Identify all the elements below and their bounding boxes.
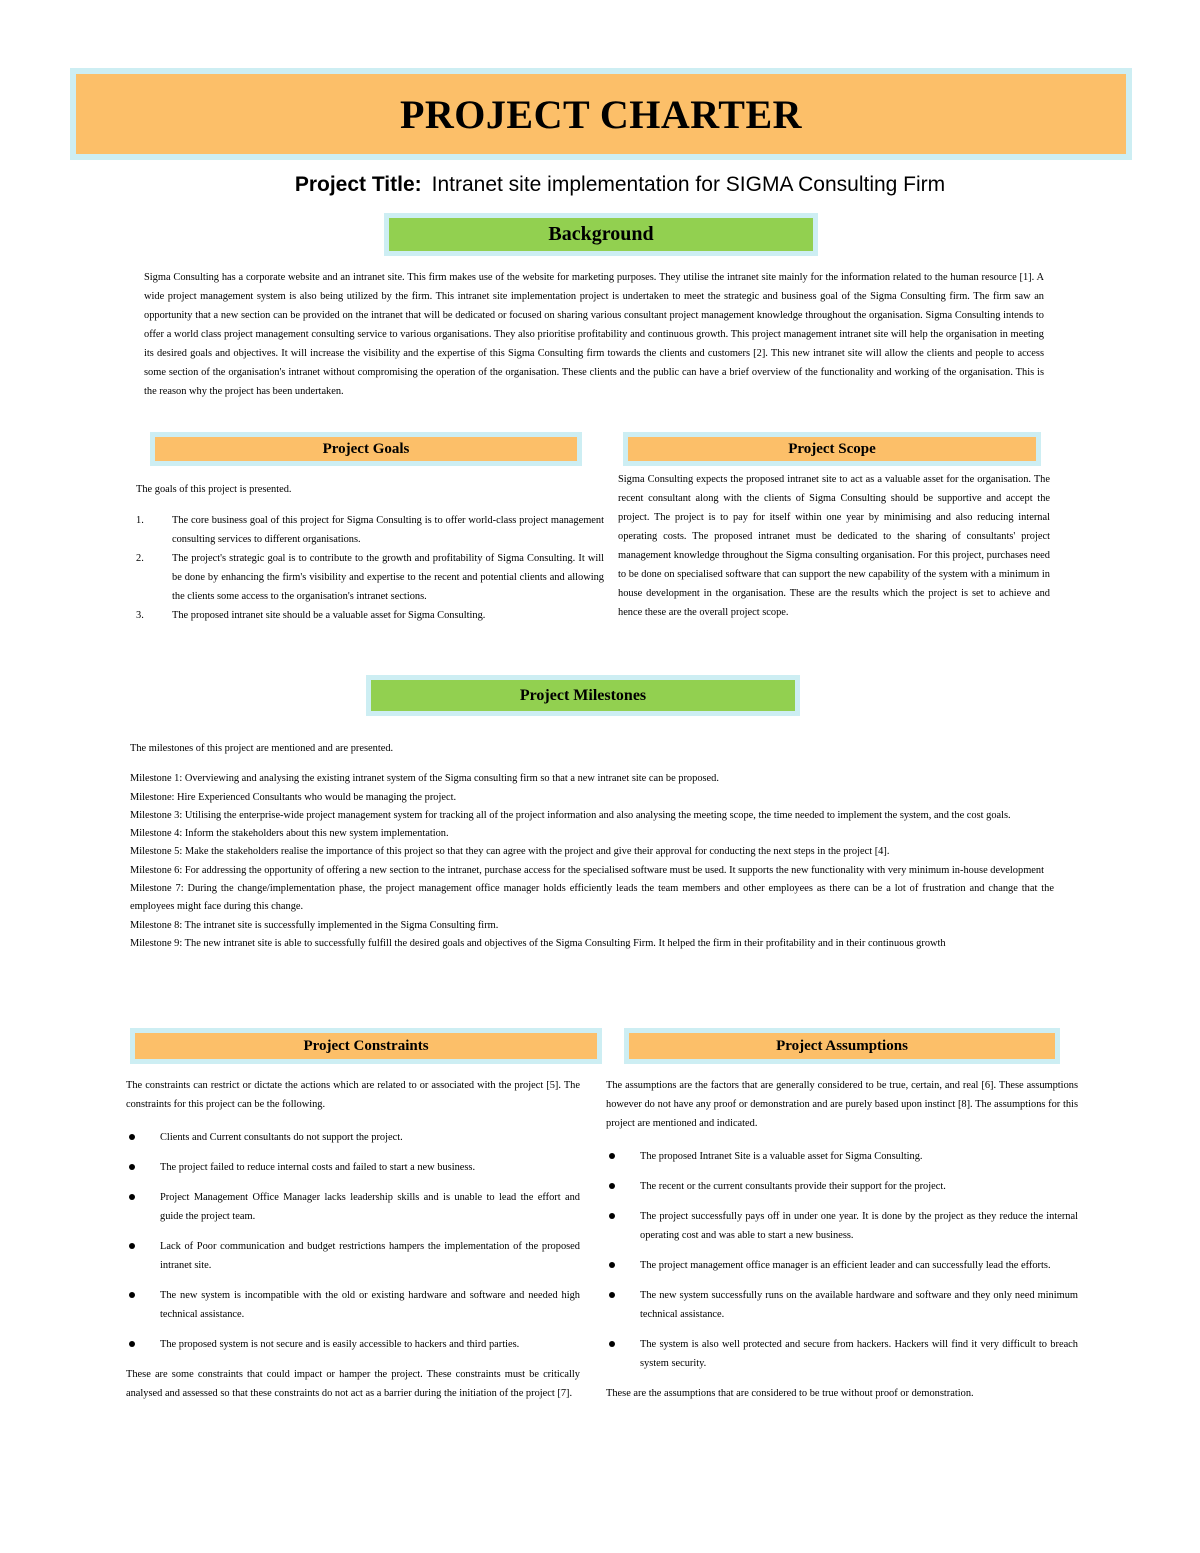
scope-section [618,470,1050,622]
goal-text: The core business goal of this project for Sigma Consulting is to offer world-class project management consulting services to different organisations. [172,515,604,545]
assumptions-list [606,1147,1078,1373]
milestone-item: Milestone 9: The new intranet site is able to successfully fulfill the desired goals and objectives of the Sigma Consulting Firm. It helped the firm in their profitability and in their continuous growth [130,937,946,949]
assumptions-intro: The assumptions are the factors that are generally considered to be true, certain, and real [6]. These assumptions however do not have any proof or demonstration and are purely based upon instinct [8]. The assumptions for this project are mentioned and indicated. [606,1080,1078,1129]
assumption-item: The project management office manager is an efficient leader and can successfully lead the efforts. [606,1256,1078,1275]
project-title-line [0,173,1200,197]
goals-heading: Project Goals [322,440,410,457]
goals-intro: The goals of this project is presented. [136,484,292,495]
constraint-item: Clients and Current consultants do not support the project. [126,1128,580,1147]
goal-number: 1. [136,515,144,526]
milestone-item: Milestone 8: The intranet site is successfully implemented in the Sigma Consulting firm. [130,919,499,931]
goal-item [136,549,604,606]
constraint-item: The proposed system is not secure and is easily accessible to hackers and third parties. [126,1335,580,1354]
assumption-item: The project successfully pays off in under one year. It is done by the project as they reduce the internal operating cost and was able to start a new business. [606,1207,1078,1245]
milestones-heading-box [366,675,800,716]
milestone-item: Milestone: Hire Experienced Consultants who would be managing the project. [130,791,457,803]
milestone-item: Milestone 3: Utilising the enterprise-wide project management system for tracking all of the project information and also analysing the meeting scope, the time needed to implement the system, and the cost goals. [130,809,1011,821]
constraints-intro: The constraints can restrict or dictate the actions which are related to or associated with the project [5]. The constraints for this project can be the following. [126,1080,580,1110]
document-title: PROJECT CHARTER [399,91,803,137]
goal-text: The proposed intranet site should be a valuable asset for Sigma Consulting. [172,610,486,621]
goal-item [136,606,604,625]
background-section [144,268,1044,401]
goal-number: 3. [136,610,144,621]
background-heading: Background [548,223,654,245]
milestone-item: Milestone 1: Overviewing and analysing the existing intranet system of the Sigma consulting firm so that a new intranet site can be proposed. [130,773,719,785]
constraints-heading: Project Constraints [303,1037,429,1054]
goals-list [136,511,604,625]
milestone-item: Milestone 6: For addressing the opportunity of offering a new section to the intranet, purchase access for the specialised software must be used. It supports the new functionality with very minimum in-house development [130,864,1044,876]
constraint-item: Lack of Poor communication and budget restrictions hampers the implementation of the proposed intranet site. [126,1237,580,1275]
assumption-item: The recent or the current consultants provide their support for the project. [606,1177,1078,1196]
assumptions-heading: Project Assumptions [776,1037,908,1054]
goal-text: The project's strategic goal is to contribute to the growth and profitability of Sigma Consulting. It will be done by enhancing the firm's visibility and expertise to the recent and potential clients and allowing the clients some access to the organisation's intranet sections. [172,553,604,602]
scope-text: Sigma Consulting expects the proposed intranet site to act as a valuable asset for the organisation. The recent consultant along with the clients of Sigma Consulting should be supportive and accept the project. The project is to pay for itself within one year by minimising and also reducing internal operating costs. The proposed intranet must be dedicated to the sharing of consultants' project management knowledge throughout the Sigma consulting organisation. For this project, purchases need to be done on specialised software that can support the new capability of the system with a minimum in house development in the organisation. These are the results which the project is set to achieve and hence these are the overall project scope. [618,474,1050,618]
milestone-item: Milestone 7: During the change/implementation phase, the project management office manager holds efficiently leads the team members and other employees as there can be a lot of frustration and change that the employees might face during this change. [130,883,1054,913]
goals-section [136,480,604,625]
goal-item [136,511,604,549]
constraint-item: The new system is incompatible with the old or existing hardware and software and needed high technical assistance. [126,1286,580,1324]
assumptions-outro: These are the assumptions that are considered to be true without proof or demonstration. [606,1388,974,1399]
constraints-section [126,1076,580,1403]
constraints-outro: These are some constraints that could impact or hamper the project. These constraints must be critically analysed and assessed so that these constraints do not act as a barrier during the initiation of the project [7]. [126,1369,580,1399]
constraint-item: Project Management Office Manager lacks leadership skills and is unable to lead the effort and guide the project team. [126,1188,580,1226]
assumptions-section [606,1076,1078,1403]
milestone-item: Milestone 5: Make the stakeholders realise the importance of this project so that they can agree with the project and give their approval for conducting the next steps in the project [4]. [130,846,890,858]
milestones-heading: Project Milestones [519,686,647,704]
background-text: Sigma Consulting has a corporate website and an intranet site. This firm makes use of the website for marketing purposes. They utilise the intranet site mainly for the information related to the human resource [1]. A wide project management system is also being utilized by the firm. This intranet site implementation project is undertaken to meet the strategic and business goal of the Sigma Consulting firm. The firm saw an opportunity that a new section can be provided on the intranet that will be dedicated or focused on sharing various consultant project management knowledge throughout the organisation. Sigma Consulting intends to offer a world class project management consulting service to various organisations. They also prioritise profitability and continuous growth. This project management intranet site will help the organisation in meeting its desired goals and objectives. It will increase the visibility and the expertise of this Sigma Consulting firm towards the clients and customers [2]. This new intranet site will allow the clients and people to access some section of the organisation's intranet without compromising the operation of the organisation. These clients and the public can have a brief overview of the functionality and working of the organisation. This is the reason why the project has been undertaken. [144,272,1044,397]
assumption-item: The new system successfully runs on the available hardware and software and they only need minimum technical assistance. [606,1286,1078,1324]
assumption-item: The proposed Intranet Site is a valuable asset for Sigma Consulting. [606,1147,1078,1166]
scope-heading: Project Scope [788,440,876,457]
goal-number: 2. [136,553,144,564]
background-heading-box [384,213,818,256]
title-banner [70,68,1132,160]
goals-heading-box [150,432,582,466]
milestones-section [130,740,1054,953]
milestones-intro: The milestones of this project are mentioned and are presented. [130,743,394,754]
constraints-heading-box [130,1028,602,1064]
project-title-label: Project Title: [294,173,422,196]
milestone-item: Milestone 4: Inform the stakeholders about this new system implementation. [130,828,449,840]
assumption-item: The system is also well protected and secure from hackers. Hackers will find it very difficult to breach system security. [606,1335,1078,1373]
scope-heading-box [623,432,1041,466]
assumptions-heading-box [624,1028,1060,1064]
project-title-value: Intranet site implementation for SIGMA Consulting Firm [431,173,946,196]
constraint-item: The project failed to reduce internal costs and failed to start a new business. [126,1158,580,1177]
constraints-list [126,1128,580,1354]
